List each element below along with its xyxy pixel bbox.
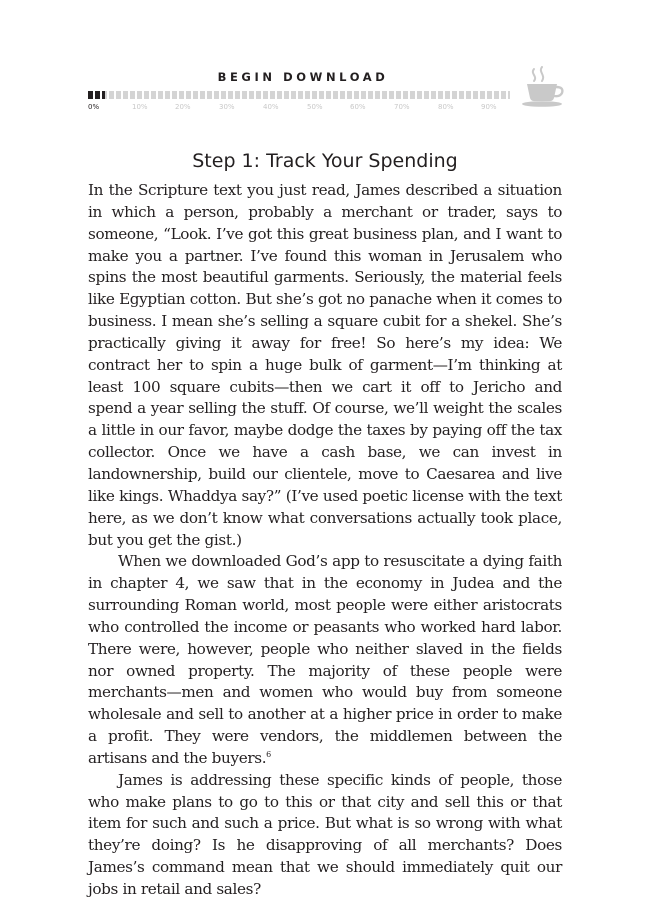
section-heading: Step 1: Track Your Spending <box>192 150 458 172</box>
progress-bar-fill <box>88 91 105 99</box>
footnote-marker[interactable]: 6 <box>266 749 271 759</box>
progress-tick-label: 80% <box>438 103 454 111</box>
paragraph-2: When we downloaded God’s app to resuscitate a dying faith in chapter 4, we saw that in the economy in Judea and the surrounding Roman world, most people were either aristocrats who controlled the income or peasants who worked hard labor. There were, however, people who neither slaved in the fields nor owned property. The majority of these people were merchants—men and women who would buy from someone wholesale and sell to another at a higher price in order to make a profit. They were vendors, the middlemen between the artisans and the buyers.$^6$ <box>88 552 562 767</box>
progress-tick-label: 60% <box>350 103 366 111</box>
progress-tick-labels <box>88 103 518 113</box>
progress-tick-label: 90% <box>481 103 497 111</box>
body-text <box>88 180 562 901</box>
progress-tick-label: 50% <box>307 103 323 111</box>
paragraph-1: In the Scripture text you just read, James described a situation in which a person, probably a merchant or trader, says to someone, “Look. I’ve got this great business plan, and I want to make you a partner. I’ve found this woman in Jerusalem who spins the most beautiful garments. Seriously, the material feels like Egyptian cotton. But she’s got no panache when it comes to business. I mean she’s selling a square cubit for a shekel. She’s practically giving it away for free! So here’s my idea: We contract her to spin a huge bulk of garment—I’m thinking at least 100 square cubits—then we cart it off to Jericho and spend a year selling the stuff. Of course, we’ll weight the scales a little in our favor, maybe dodge the taxes by paying off the tax collector. Once we have a cash base, we can invest in landownership, build our clientele, move to Caesarea and live like kings. Whaddya say?” (I’ve used poetic license with the text here, as we don’t know what conversations actually took place, but you get the gist.) <box>88 181 562 549</box>
download-progress-header <box>88 66 562 116</box>
coffee-cup-icon <box>518 66 566 110</box>
paragraph-3: James is addressing these specific kinds of people, those who make plans to go to this or that city and sell this or that item for such and such a price. But what is so wrong with what they’re doing? Is he disapproving of all merchants? Does James’s command mean that we should immediately quit our jobs in retail and sales? <box>88 770 562 898</box>
progress-tick-label: 10% <box>132 103 148 111</box>
progress-tick-label: 30% <box>219 103 235 111</box>
progress-tick-label: 0% <box>88 103 100 111</box>
progress-bar <box>88 91 510 99</box>
header-title: BEGIN DOWNLOAD <box>217 70 389 84</box>
progress-tick-label: 40% <box>263 103 279 111</box>
progress-tick-label: 20% <box>175 103 191 111</box>
progress-tick-label: 70% <box>394 103 410 111</box>
